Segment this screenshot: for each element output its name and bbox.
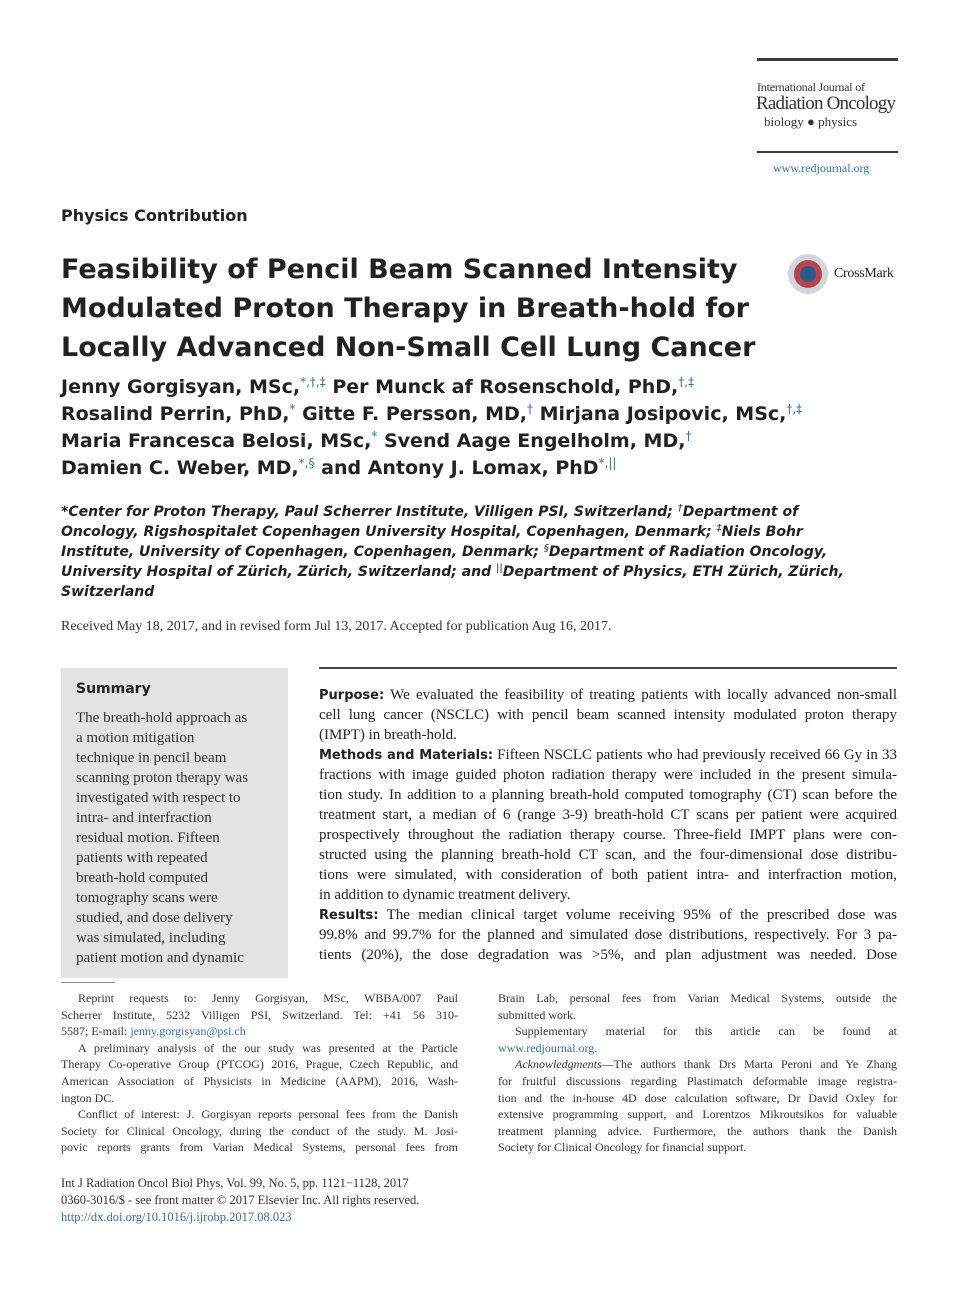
- crossmark-icon: [788, 254, 828, 294]
- author-affil-marks: *: [289, 402, 296, 416]
- journal-url-link[interactable]: www.redjournal.org: [773, 161, 870, 175]
- abstract-line: tients (20%), the dose degradation was >5%, and plan adjustment was needed. Dose: [319, 947, 897, 963]
- author-name: Per Munck af Rosenschold, PhD,: [332, 376, 679, 398]
- summary-line: residual motion. Fifteen: [76, 830, 220, 846]
- journal-rule-top: [757, 58, 898, 61]
- author-line: [61, 455, 802, 482]
- footnote-line: treatment planning advice. Furthermore, the authors thank the Danish: [498, 1123, 897, 1138]
- abstract-line: tions were simulated, with consideration of both patient intra- and interfraction motion,: [319, 867, 897, 883]
- footnote-line: povic reports grants from Varian Medical Systems, personal fees from: [61, 1140, 458, 1155]
- abstract-line: fractions with image guided photon radiation therapy were included in the present simula-: [319, 767, 897, 783]
- author-affil-marks: *,§: [298, 456, 315, 470]
- footnote-line: for fruitful discussions regarding Plastimatch deformable image registra-: [498, 1073, 897, 1088]
- footnote-rule: [61, 982, 115, 983]
- author-name: Mirjana Josipovic, MSc,: [539, 403, 787, 425]
- footnote-line: Acknowledgments—The authors thank Drs Marta Peroni and Ye Zhang: [515, 1057, 897, 1072]
- affiliation-line: Switzerland: [61, 584, 155, 600]
- author-affil-marks: †,‡: [786, 402, 803, 416]
- author-name: Gitte F. Persson, MD,: [302, 403, 527, 425]
- journal-name-line1: International Journal of: [757, 80, 865, 94]
- affiliation-line: Oncology, Rigshospitalet Copenhagen University Hospital, Copenhagen, Denmark; ‡Niels Bohr: [61, 523, 803, 540]
- title-line: Locally Advanced Non-Small Cell Lung Cancer: [61, 332, 756, 363]
- abstract-line: tion study. In addition to a planning breath-hold computed tomography (CT) scan before the: [319, 787, 897, 803]
- abstract-line: structed using the planning breath-hold CT scan, and the four-dimensional dose distribu-: [319, 847, 897, 863]
- abstract-line: cell lung cancer (NSCLC) with pencil beam scanned intensity modulated proton therapy: [319, 707, 897, 723]
- author-line: [61, 401, 802, 428]
- abstract-line: treatment start, a median of 6 (range 3-9) breath-hold CT scans per patient were acquired: [319, 807, 897, 823]
- doi-link[interactable]: http://dx.doi.org/10.1016/j.ijrobp.2017.08.023: [61, 1210, 292, 1224]
- summary-line: breath-hold computed: [76, 870, 209, 886]
- summary-line: patients with repeated: [76, 850, 208, 866]
- footnote-line: Scherrer Institute, 5232 Villigen PSI, Switzerland. Tel: +41 56 310-: [61, 1007, 458, 1022]
- author-name: Maria Francesca Belosi, MSc,: [61, 430, 372, 452]
- affiliation-line: *Center for Proton Therapy, Paul Scherrer Institute, Villigen PSI, Switzerland; †Department of: [61, 503, 799, 520]
- abstract: [319, 685, 897, 965]
- abstract-line: 99.8% and 99.7% for the planned and simulated dose distributions, respectively. For 3 pa-: [319, 927, 897, 943]
- footnote-line: www.redjournal.org.: [498, 1040, 598, 1055]
- summary-line: tomography scans were: [76, 890, 218, 906]
- abstract-line: Methods and Materials: Fifteen NSCLC patients who had previously received 66 Gy in 33: [319, 747, 898, 763]
- footnote-line: Society for Clinical Oncology for financial support.: [498, 1140, 747, 1155]
- summary-line: intra- and interfraction: [76, 810, 212, 826]
- author-name: Rosalind Perrin, PhD,: [61, 403, 290, 425]
- footnote-line: Supplementary material for this article can be found at: [515, 1024, 897, 1039]
- summary-line: a motion mitigation: [76, 730, 195, 746]
- article-title: [61, 250, 761, 367]
- author-affil-marks: *,||: [598, 456, 617, 470]
- footnotes-left: [61, 990, 458, 1156]
- abstract-line: Results: The median clinical target volume receiving 95% of the prescribed dose was: [319, 907, 897, 923]
- author-affil-marks: *,†,‡: [300, 375, 326, 389]
- summary-text: [76, 708, 281, 968]
- summary-box: [61, 668, 288, 978]
- abstract-rule: [319, 667, 897, 669]
- footnote-line: Therapy Co-operative Group (PTCOG) 2016, Prague, Czech Republic, and: [61, 1057, 458, 1072]
- footnote-line: submitted work.: [498, 1007, 576, 1022]
- title-line: Feasibility of Pencil Beam Scanned Intensity: [61, 254, 738, 285]
- author-list: [61, 374, 802, 482]
- results-label: Results:: [319, 908, 379, 923]
- footnote-line: ington DC.: [61, 1090, 115, 1105]
- citation-line: Int J Radiation Oncol Biol Phys, Vol. 99, No. 5, pp. 1121−1128, 2017: [61, 1176, 409, 1190]
- footnote-line: Brain Lab, personal fees from Varian Medical Systems, outside the: [498, 991, 897, 1005]
- email-link[interactable]: jenny.gorgisyan@psi.ch: [130, 1024, 246, 1039]
- summary-line: technique in pencil beam: [76, 750, 227, 766]
- abstract-line: in addition to dynamic treatment delivery.: [319, 887, 571, 903]
- abstract-line: prospectively throughout the radiation therapy course. Three-field IMPT plans were con-: [319, 827, 897, 843]
- summary-line: was simulated, including: [76, 930, 226, 946]
- affiliations: [61, 502, 844, 602]
- methods-label: Methods and Materials:: [319, 748, 494, 763]
- received-dates: Received May 18, 2017, and in revised form Jul 13, 2017. Accepted for publication Aug 16, 2017.: [61, 619, 612, 634]
- journal-name-line2: Radiation Oncology: [756, 93, 896, 114]
- footnote-line: extensive programming support, and Lorentzos Mikroutsikos for valuable: [498, 1107, 897, 1122]
- journal-name-line3: biology ● physics: [764, 114, 858, 129]
- footnote-line: A preliminary analysis of the our study was presented at the Particle: [78, 1040, 458, 1055]
- footnote-line: Conflict of interest: J. Gorgisyan reports personal fees from the Danish: [78, 1107, 458, 1122]
- author-name: Jenny Gorgisyan, MSc,: [61, 376, 301, 398]
- section-label: Physics Contribution: [61, 206, 248, 225]
- abstract-line: (IMPT) in breath-hold.: [319, 727, 457, 743]
- author-line: [61, 374, 802, 401]
- summary-line: investigated with respect to: [76, 790, 241, 806]
- footnote-line: 5587; E-mail: jenny.gorgisyan@psi.ch: [61, 1024, 246, 1039]
- footnotes-right: [498, 990, 897, 1156]
- affiliation-line: University Hospital of Zürich, Zürich, Switzerland; and ||Department of Physics, ETH Zürich, Zürich,: [61, 563, 844, 580]
- summary-heading: Summary: [76, 681, 151, 697]
- author-affil-marks: †: [526, 402, 533, 416]
- affiliation-line: Institute, University of Copenhagen, Copenhagen, Denmark; §Department of Radiation Oncology,: [61, 543, 828, 560]
- author-affil-marks: †: [685, 429, 692, 443]
- crossmark-label: CrossMark: [834, 266, 894, 281]
- author-name: and Antony J. Lomax, PhD: [321, 457, 599, 479]
- author-affil-marks: *: [371, 429, 378, 443]
- summary-line: The breath-hold approach as: [76, 710, 248, 726]
- crossmark-badge[interactable]: [788, 254, 908, 296]
- summary-line: studied, and dose delivery: [76, 910, 233, 926]
- title-line: Modulated Proton Therapy in Breath-hold for: [61, 293, 749, 324]
- footnote-line: Reprint requests to: Jenny Gorgisyan, MSc, WBBA/007 Paul: [78, 991, 458, 1005]
- supplementary-url-link[interactable]: www.redjournal.org: [498, 1040, 595, 1055]
- abstract-line: Purpose: We evaluated the feasibility of treating patients with locally advanced non-small: [319, 687, 897, 703]
- citation-line: 0360-3016/$ - see front matter © 2017 Elsevier Inc. All rights reserved.: [61, 1193, 420, 1207]
- footnote-line: tion and the in-house 4D dose calculation software, Dr David Oxley for: [498, 1090, 897, 1105]
- journal-rule-bottom: [757, 151, 898, 153]
- author-name: Damien C. Weber, MD,: [61, 457, 299, 479]
- acknowledgments-label: Acknowledgments: [515, 1057, 602, 1072]
- citation-block: [61, 1175, 419, 1226]
- summary-line: scanning proton therapy was: [76, 770, 249, 786]
- author-affil-marks: †,‡: [678, 375, 695, 389]
- purpose-label: Purpose:: [319, 688, 385, 703]
- author-line: [61, 428, 802, 455]
- footnote-line: American Association of Physicists in Medicine (AAPM), 2016, Wash-: [61, 1073, 458, 1088]
- footnote-line: Society for Clinical Oncology, during the conduct of the study. M. Josi-: [61, 1123, 458, 1138]
- author-name: Svend Aage Engelholm, MD,: [383, 430, 686, 452]
- summary-line: patient motion and dynamic: [76, 950, 244, 966]
